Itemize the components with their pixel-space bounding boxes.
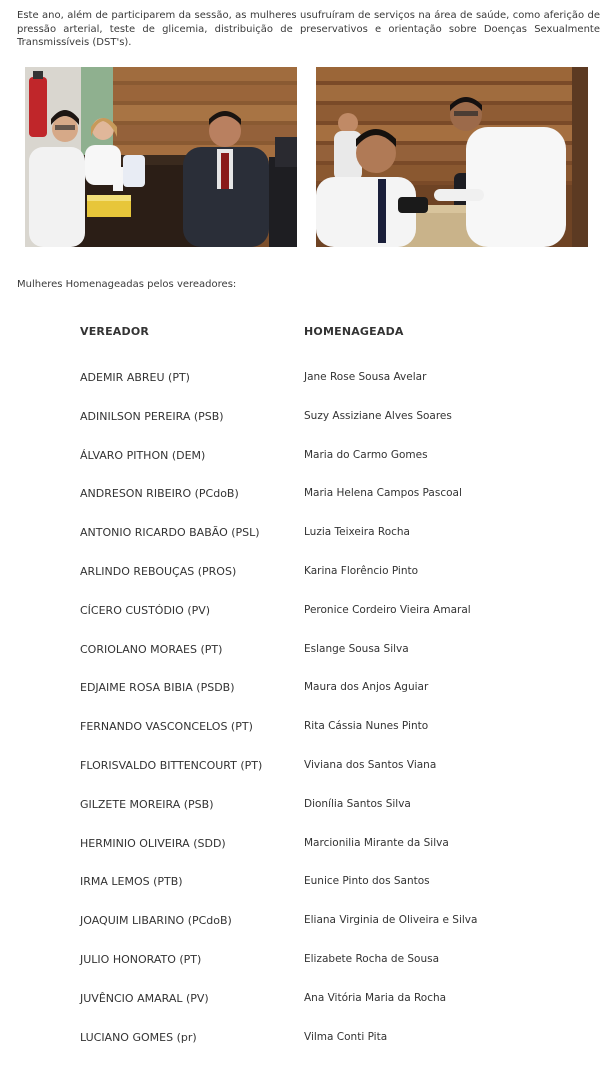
vereador-cell: CORIOLANO MORAES (PT) [80,642,223,656]
homenageada-cell: Maria do Carmo Gomes [304,448,428,461]
table-row [0,371,600,410]
honorees-table [0,371,600,1069]
vereador-cell: ADEMIR ABREU (PT) [80,371,190,384]
table-row [0,681,600,720]
vereador-cell: JULIO HONORATO (PT) [80,952,202,966]
vereador-cell: FERNANDO VASCONCELOS (PT) [80,720,253,734]
table-row [0,1031,600,1069]
homenageada-cell: Suzy Assiziane Alves Soares [304,409,452,422]
homenageada-cell: Dionília Santos Silva [304,797,411,810]
table-row [0,565,600,604]
homenageada-cell: Elizabete Rocha de Sousa [304,952,440,965]
homenageada-cell: Jane Rose Sousa Avelar [304,371,427,383]
column-header-vereador: VEREADOR [80,325,150,338]
homenageada-cell: Marcionilia Mirante da Silva [304,836,449,849]
vereador-cell: CÍCERO CUSTÓDIO (PV) [80,603,211,617]
vereador-cell: IRMA LEMOS (PTB) [80,875,183,889]
table-row [0,526,600,565]
homenageada-cell: Eslange Sousa Silva [304,642,409,655]
table-row [0,798,600,837]
table-row [0,604,600,643]
vereador-cell: ADINILSON PEREIRA (PSB) [80,409,224,423]
table-row [0,643,600,682]
honorees-subtitle: Mulheres Homenageadas pelos vereadores: [17,279,237,290]
photo-health-service-right [316,67,588,247]
homenageada-cell: Eunice Pinto dos Santos [304,875,430,888]
homenageada-cell: Ana Vitória Maria da Rocha [304,991,447,1004]
vereador-cell: FLORISVALDO BITTENCOURT (PT) [80,758,263,772]
homenageada-cell: Luzia Teixeira Rocha [304,526,410,539]
homenageada-cell: Rita Cássia Nunes Pinto [304,720,429,733]
intro-paragraph: Este ano, além de participarem da sessão, as mulheres usufruíram de serviços na área de saúde, como aferição de pressão arterial, teste de glicemia, distribuição de preservativos e orientação sobre Doenças Sexualmente Transmissíveis (DST's). [17,10,600,48]
homenageada-cell: Eliana Virginia de Oliveira e Silva [304,914,478,927]
homenageada-cell: Maria Helena Campos Pascoal [304,487,462,500]
vereador-cell: ANTONIO RICARDO BABÃO (PSL) [80,526,260,540]
vereador-cell: JOAQUIM LIBARINO (PCdoB) [80,914,232,928]
homenageada-cell: Vilma Conti Pita [304,1030,388,1043]
homenageada-cell: Viviana dos Santos Viana [304,758,437,771]
table-row [0,487,600,526]
vereador-cell: LUCIANO GOMES (pr) [80,1030,197,1044]
table-row [0,410,600,449]
vereador-cell: ANDRESON RIBEIRO (PCdoB) [80,487,239,501]
vereador-cell: EDJAIME ROSA BIBIA (PSDB) [80,681,235,695]
table-row [0,720,600,759]
photo-health-service-left [25,67,297,247]
vereador-cell: ARLINDO REBOUÇAS (PROS) [80,564,237,578]
column-header-homenageada: HOMENAGEADA [304,325,404,338]
vereador-cell: ÁLVARO PITHON (DEM) [80,448,206,462]
vereador-cell: GILZETE MOREIRA (PSB) [80,797,214,811]
table-row [0,449,600,488]
vereador-cell: HERMINIO OLIVEIRA (SDD) [80,836,226,850]
table-row [0,759,600,798]
homenageada-cell: Maura dos Anjos Aguiar [304,681,429,694]
homenageada-cell: Peronice Cordeiro Vieira Amaral [304,603,471,616]
table-row [0,875,600,914]
table-row [0,837,600,876]
homenageada-cell: Karina Florêncio Pinto [304,564,419,577]
table-row [0,953,600,992]
table-row [0,914,600,953]
vereador-cell: JUVÊNCIO AMARAL (PV) [80,991,209,1005]
table-row [0,992,600,1031]
